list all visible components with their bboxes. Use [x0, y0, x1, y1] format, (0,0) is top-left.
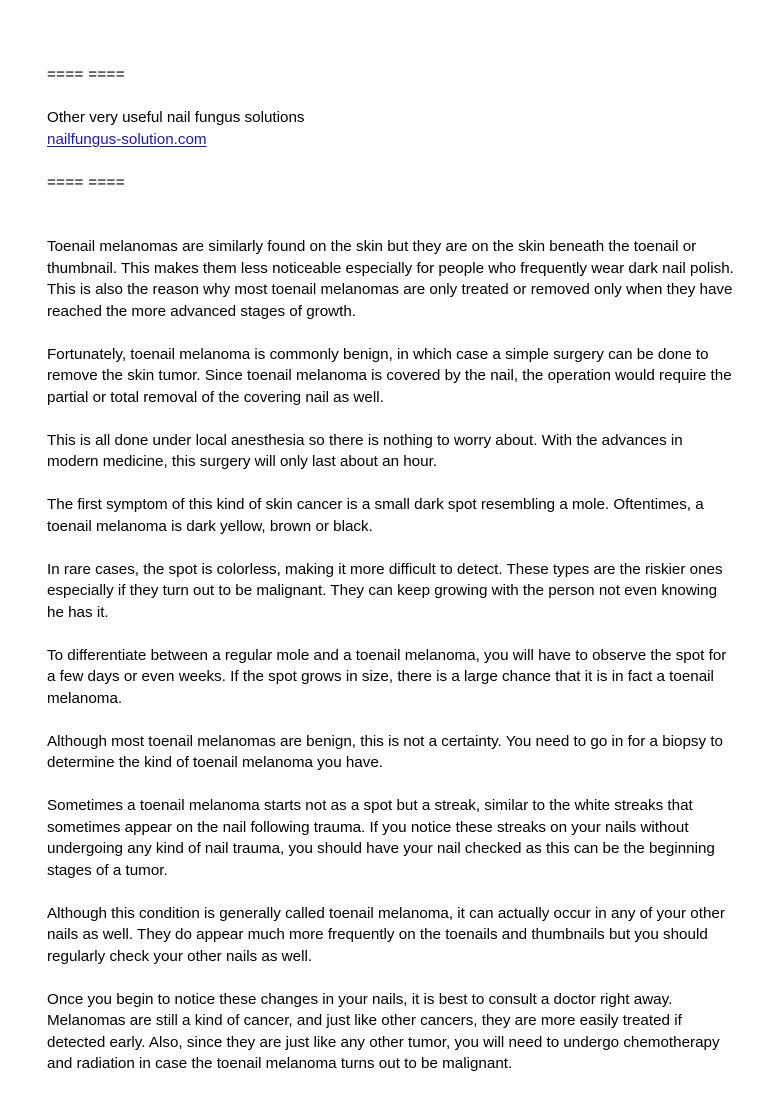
paragraph: Once you begin to notice these changes in your nails, it is best to consult a doctor right away. Melanomas are still a kind of cancer, and just like other cancers, they are more easily treated if detected early. Also, since they are just like any other tumor, you will need to undergo chemotherapy and radiation in case the toenail melanoma turns out to be malignant. [47, 990, 720, 1072]
resource-intro: Other very useful nail fungus solutions [47, 109, 305, 126]
paragraph: To differentiate between a regular mole and a toenail melanoma, you will have to observe the spot for a few days or even weeks. If the spot grows in size, there is a large chance that it is in fact a toenail melanoma. [47, 646, 727, 707]
separator-bottom: ==== ==== [47, 173, 125, 191]
paragraph: This is all done under local anesthesia so there is nothing to worry about. With the advances in modern medicine, this surgery will only last about an hour. [47, 431, 683, 470]
separator-top: ==== ==== [47, 66, 125, 83]
paragraph: Fortunately, toenail melanoma is commonly benign, in which case a simple surgery can be done to remove the skin tumor. Since toenail melanoma is covered by the nail, the operation would require the partial or total removal of the covering nail as well. [47, 345, 732, 406]
paragraph: Toenail melanomas are similarly found on the skin but they are on the skin beneath the toenail or thumbnail. This makes them less noticeable especially for people who frequently wear dark nail polish. This is also the reason why most toenail melanomas are only treated or removed only when they have reached the more advanced stages of growth. [47, 238, 734, 320]
resource-link-line [47, 129, 737, 151]
paragraph: In rare cases, the spot is colorless, making it more difficult to detect. These types are the riskier ones especially if they turn out to be malignant. They can keep growing with the person not even knowing he has it. [47, 560, 723, 621]
paragraph: Although this condition is generally called toenail melanoma, it can actually occur in any of your other nails as well. They do appear much more frequently on the toenails and thumbnails but you should regularly check your other nails as well. [47, 904, 725, 965]
paragraph: Sometimes a toenail melanoma starts not as a spot but a streak, similar to the white streaks that sometimes appear on the nail following trauma. If you notice these streaks on your nails without undergoing any kind of nail trauma, you should have your nail checked as this can be the beginning stages of a tumor. [47, 797, 715, 879]
paragraph: The first symptom of this kind of skin cancer is a small dark spot resembling a mole. Oftentimes, a toenail melanoma is dark yellow, brown or black. [47, 496, 704, 535]
resource-link[interactable]: nailfungus-solution.com [47, 130, 207, 148]
paragraph: Although most toenail melanomas are benign, this is not a certainty. You need to go in for a biopsy to determine the kind of toenail melanoma you have. [47, 732, 723, 771]
article-body [47, 236, 737, 1075]
document-page [47, 64, 737, 1096]
